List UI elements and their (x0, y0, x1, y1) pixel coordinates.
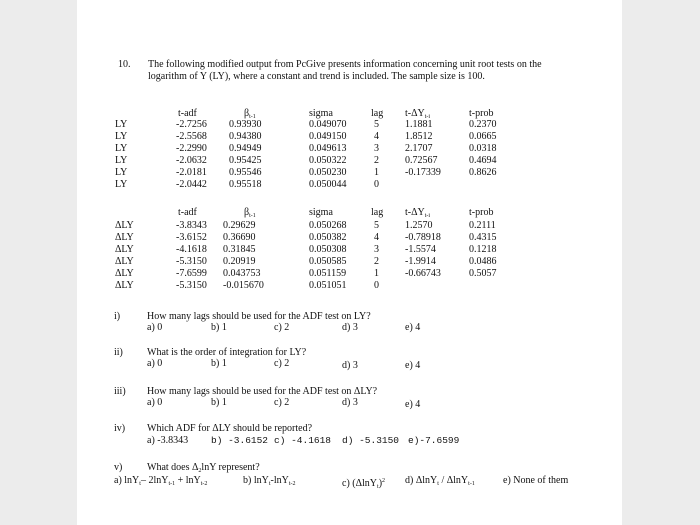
option-a: a) -3.8343 (147, 435, 189, 446)
cell-lag: 5 (374, 119, 379, 130)
header-tdy: $t-\Delta Y_{t-i}$ (405, 108, 431, 120)
cell-sigma: 0.049070 (309, 119, 347, 130)
cell-lag: 2 (374, 256, 379, 267)
cell-beta: -0.015670 (223, 280, 264, 291)
cell-lag: 4 (374, 131, 379, 142)
cell-tadf: -2.7256 (176, 119, 207, 130)
cell-sigma: 0.051159 (309, 268, 347, 279)
row-label: LY (115, 167, 128, 178)
subquestion-text: What is the order of integration for LY? (147, 347, 307, 358)
question-number: 10. (118, 59, 131, 70)
option-c: c) $(\Delta\ln Y_t)^2$ (342, 478, 386, 490)
subquestion-label: iv) (114, 423, 126, 434)
cell-lag: 1 (374, 268, 379, 279)
subquestion-label: ii) (114, 347, 123, 358)
option-d: d) 3 (342, 397, 358, 408)
option-d: d) 3 (342, 322, 358, 333)
cell-tadf: -2.2990 (176, 143, 207, 154)
cell-beta: 0.93930 (229, 119, 262, 130)
cell-tdy: 1.1881 (405, 119, 433, 130)
cell-tprob: 0.0486 (469, 256, 497, 267)
cell-tprob: 0.5057 (469, 268, 497, 279)
option-c: c) 2 (274, 358, 290, 369)
row-label: ΔLY (115, 256, 134, 267)
cell-tdy: -0.78918 (405, 232, 441, 243)
cell-beta: 0.94949 (229, 143, 262, 154)
cell-sigma: 0.049150 (309, 131, 347, 142)
option-b: b) 1 (211, 397, 227, 408)
option-a: a) 0 (147, 322, 163, 333)
subquestion-label: iii) (114, 386, 126, 397)
subquestion-text: How many lags should be used for the ADF test on LY? (147, 311, 371, 322)
cell-tdy: -1.9914 (405, 256, 436, 267)
option-d: d) ΔlnY$_t$ / ΔlnY$_{t-1}$ (405, 475, 475, 487)
option-c: c) -4.1618 (274, 435, 332, 446)
option-b: b) 1 (211, 358, 227, 369)
cell-sigma: 0.050044 (309, 179, 347, 190)
question-text-line2: logarithm of Y (LY), where a constant and trend is included. The sample size is 100. (148, 71, 485, 82)
option-b: b) lnY$_t$-lnY$_{t-2}$ (243, 475, 296, 487)
cell-lag: 0 (374, 280, 379, 291)
cell-tprob: 0.4315 (469, 232, 497, 243)
cell-tprob: 0.2370 (469, 119, 497, 130)
cell-sigma: 0.050322 (309, 155, 347, 166)
option-d: d) 3 (342, 360, 358, 371)
cell-beta: 0.31845 (223, 244, 256, 255)
cell-tadf: -2.5568 (176, 131, 207, 142)
cell-tprob: 0.4694 (469, 155, 497, 166)
cell-tdy: -1.5574 (405, 244, 436, 255)
cell-tadf: -3.6152 (176, 232, 207, 243)
header-beta: $\beta_{t-1}$ (244, 108, 256, 120)
option-e: e)-7.6599 (408, 435, 460, 446)
subquestion-text: How many lags should be used for the ADF test on ΔLY? (147, 386, 378, 397)
subquestion-text: What does $\Delta_2\ln Y$ represent? (147, 462, 260, 474)
header-tprob: t-prob (469, 108, 494, 119)
row-label: ΔLY (115, 244, 134, 255)
cell-lag: 5 (374, 220, 379, 231)
cell-tprob: 0.0665 (469, 131, 497, 142)
row-label: ΔLY (115, 268, 134, 279)
cell-sigma: 0.050308 (309, 244, 347, 255)
cell-lag: 2 (374, 155, 379, 166)
header-lag: lag (371, 108, 384, 119)
cell-beta: 0.95546 (229, 167, 262, 178)
cell-tadf: -4.1618 (176, 244, 207, 255)
document-page (77, 0, 622, 525)
header-sigma: sigma (309, 207, 333, 218)
option-e: e) 4 (405, 322, 421, 333)
option-c: c) 2 (274, 322, 290, 333)
cell-tadf: -2.0442 (176, 179, 207, 190)
cell-beta: 0.95518 (229, 179, 262, 190)
option-e: e) 4 (405, 360, 421, 371)
header-lag: lag (371, 207, 384, 218)
cell-sigma: 0.050585 (309, 256, 347, 267)
cell-tadf: -3.8343 (176, 220, 207, 231)
cell-lag: 3 (374, 244, 379, 255)
cell-beta: 0.043753 (223, 268, 261, 279)
cell-sigma: 0.050382 (309, 232, 347, 243)
cell-tprob: 0.1218 (469, 244, 497, 255)
cell-tdy: 2.1707 (405, 143, 433, 154)
row-label: LY (115, 143, 128, 154)
header-tadf: t-adf (178, 207, 197, 218)
cell-beta: 0.29629 (223, 220, 256, 231)
cell-lag: 4 (374, 232, 379, 243)
cell-tdy: 1.2570 (405, 220, 433, 231)
cell-lag: 1 (374, 167, 379, 178)
cell-beta: 0.95425 (229, 155, 262, 166)
cell-tadf: -2.0632 (176, 155, 207, 166)
header-sigma: sigma (309, 108, 333, 119)
cell-tprob: 0.8626 (469, 167, 497, 178)
cell-tdy: 1.8512 (405, 131, 433, 142)
row-label: LY (115, 131, 128, 142)
option-b: b) 1 (211, 322, 227, 333)
row-label: LY (115, 119, 128, 130)
cell-sigma: 0.049613 (309, 143, 347, 154)
option-d: d) -5.3150 (342, 435, 400, 446)
cell-beta: 0.36690 (223, 232, 256, 243)
header-tprob: t-prob (469, 207, 494, 218)
cell-tadf: -5.3150 (176, 256, 207, 267)
cell-beta: 0.20919 (223, 256, 256, 267)
cell-sigma: 0.050268 (309, 220, 347, 231)
cell-tadf: -7.6599 (176, 268, 207, 279)
option-c: c) 2 (274, 397, 290, 408)
cell-sigma: 0.051051 (309, 280, 347, 291)
subquestion-label: i) (114, 311, 121, 322)
cell-lag: 3 (374, 143, 379, 154)
cell-tdy: 0.72567 (405, 155, 438, 166)
cell-tprob: 0.2111 (469, 220, 496, 231)
header-tadf: t-adf (178, 108, 197, 119)
row-label: ΔLY (115, 280, 134, 291)
cell-tdy: -0.17339 (405, 167, 441, 178)
cell-tadf: -5.3150 (176, 280, 207, 291)
cell-beta: 0.94380 (229, 131, 262, 142)
subquestion-label: v) (114, 462, 123, 473)
cell-lag: 0 (374, 179, 379, 190)
option-a: a) lnY$_t$– 2lnY$_{t-1}$ + lnY$_{t-2}$ (114, 475, 208, 487)
row-label: ΔLY (115, 232, 134, 243)
option-e: e) None of them (503, 475, 569, 486)
row-label: LY (115, 179, 128, 190)
subquestion-text: Which ADF for ΔLY should be reported? (147, 423, 313, 434)
cell-tadf: -2.0181 (176, 167, 207, 178)
option-b: b) -3.6152 (211, 435, 269, 446)
row-label: ΔLY (115, 220, 134, 231)
cell-tprob: 0.0318 (469, 143, 497, 154)
row-label: LY (115, 155, 128, 166)
question-text-line1: The following modified output from PcGive presents information concerning unit root tests on the (148, 59, 542, 70)
option-a: a) 0 (147, 397, 163, 408)
header-tdy: $t-\Delta Y_{t-i}$ (405, 207, 431, 219)
option-e: e) 4 (405, 399, 421, 410)
header-beta: $\beta_{t-1}$ (244, 207, 256, 219)
cell-sigma: 0.050230 (309, 167, 347, 178)
cell-tdy: -0.66743 (405, 268, 441, 279)
option-a: a) 0 (147, 358, 163, 369)
